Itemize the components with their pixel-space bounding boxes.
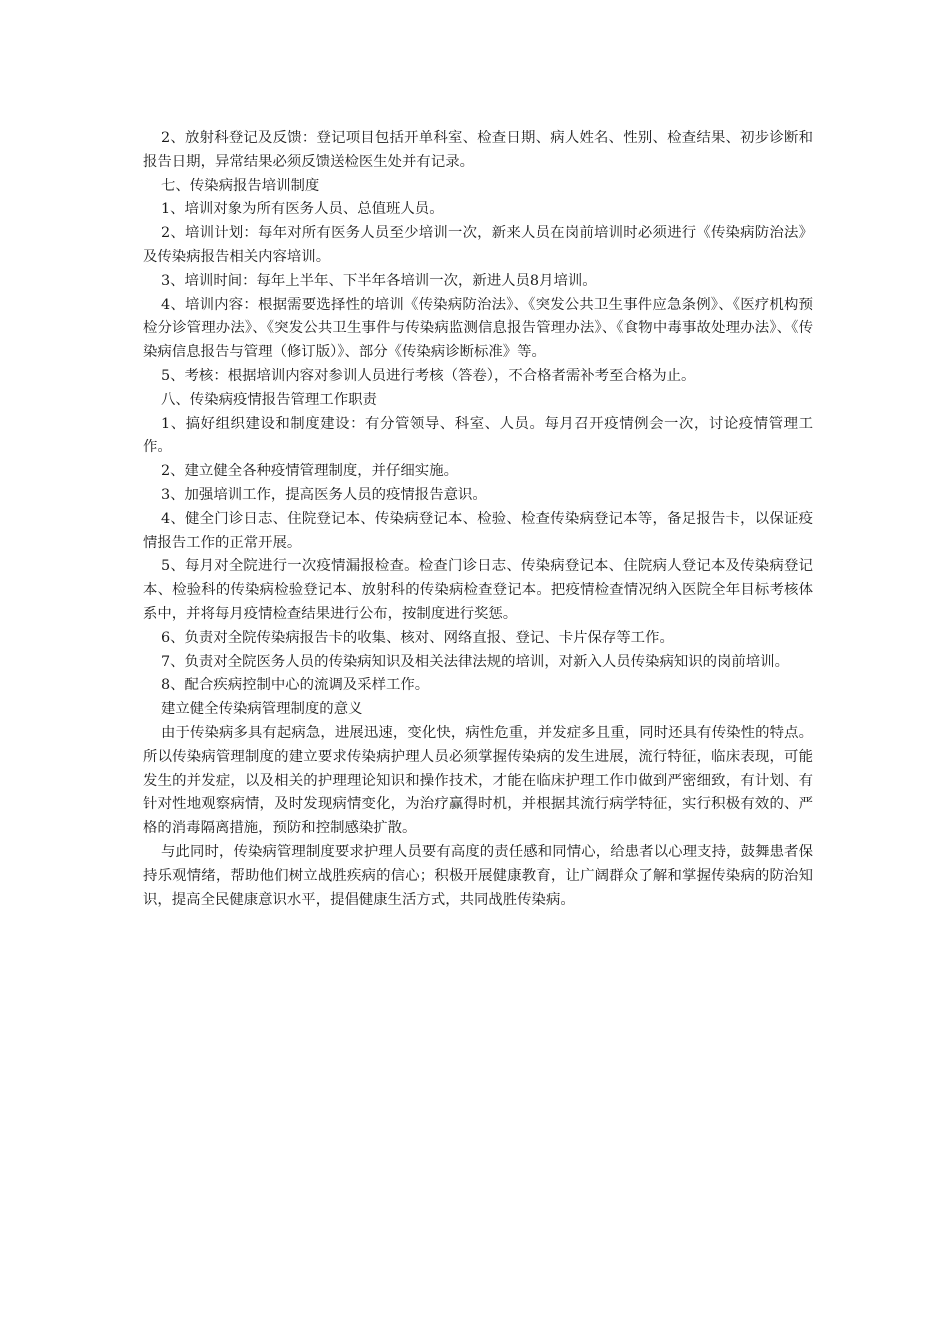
radiology-registration-paragraph: 2、放射科登记及反馈：登记项目包括开单科室、检查日期、病人姓名、性别、检查结果、初步诊断和报告日期，异常结果必须反馈送检医生处并有记录。 — [143, 130, 813, 170]
duty-report-card-paragraph: 6、负责对全院传染病报告卡的收集、核对、网络直报、登记、卡片保存等工作。 — [161, 629, 674, 646]
section-heading-training-system: 七、传染病报告培训制度 — [161, 177, 320, 194]
significance-paragraph-1: 由于传染病多具有起病急，进展迅速，变化快，病性危重，并发症多且重，同时还具有传染性的特点。所以传染病管理制度的建立要求传染病护理人员必须掌握传染病的发生进展，流行特征，临床表现，可能发生的并发症，以及相关的护理理论知识和操作技术，才能在临床护理工作巾做到严密细致，有计划、有针对性地观察病情，及时发现病情变化，为治疗赢得时机，并根据其流行病学特征，实行积极有效的、严格的消毒隔离措施，预防和控制感染扩散。 — [143, 724, 813, 837]
training-time-paragraph: 3、培训时间：每年上半年、下半年各培训一次，新进人员8月培训。 — [161, 272, 597, 289]
training-targets-paragraph: 1、培训对象为所有医务人员、总值班人员。 — [161, 201, 444, 218]
duty-monthly-check-paragraph: 5、每月对全院进行一次疫情漏报检查。检查门诊日志、传染病登记本、住院病人登记本及传染病登记本、检验科的传染病检验登记本、放射科的传染病检查登记本。把疫情检查情况纳入医院全年目标考核体系中，并将每月疫情检查结果进行公布，按制度进行奖惩。 — [143, 558, 813, 622]
duty-registers-paragraph: 4、健全门诊日志、住院登记本、传染病登记本、检验、检查传染病登记本等，备足报告卡，以保证疫情报告工作的正常开展。 — [143, 510, 813, 551]
section-heading-significance: 建立健全传染病管理制度的意义 — [161, 701, 363, 718]
significance-paragraph-2: 与此同时，传染病管理制度要求护理人员要有高度的责任感和同情心，给患者以心理支持，鼓舞患者保持乐观情绪，帮助他们树立战胜疾病的信心；积极开展健康教育，让广阔群众了解和掌握传染病的防治知识，提高全民健康意识水平，提倡健康生活方式，共同战胜传染病。 — [143, 843, 813, 908]
duty-staff-training-paragraph: 7、负责对全院医务人员的传染病知识及相关法律法规的培训，对新入人员传染病知识的岗前培训。 — [161, 653, 789, 670]
assessment-paragraph: 5、考核：根据培训内容对参训人员进行考核（答卷），不合格者需补考至合格为止。 — [161, 367, 696, 384]
training-content-paragraph: 4、培训内容：根据需要选择性的培训《传染病防治法》、《突发公共卫生事件应急条例》、《医疗机构预检分诊管理办法》、《突发公共卫生事件与传染病监测信息报告管理办法》、《食物中毒事故处理办法》、《传染病信息报告与管理（修订版）》、部分《传染病诊断标准》等。 — [143, 296, 813, 361]
section-heading-reporting-duties: 八、传染病疫情报告管理工作职责 — [161, 391, 377, 408]
duty-management-system-paragraph: 2、建立健全各种疫情管理制度，并仔细实施。 — [161, 463, 458, 480]
document-page — [143, 127, 813, 912]
duty-cdc-cooperation-paragraph: 8、配合疾病控制中心的流调及采样工作。 — [161, 677, 430, 694]
duty-training-paragraph: 3、加强培训工作，提高医务人员的疫情报告意识。 — [161, 486, 487, 503]
training-plan-paragraph: 2、培训计划：每年对所有医务人员至少培训一次，新来人员在岗前培训时必须进行《传染病防治法》及传染病报告相关内容培训。 — [143, 225, 813, 265]
duty-organization-paragraph: 1、搞好组织建设和制度建设：有分管领导、科室、人员。每月召开疫情例会一次，讨论疫情管理工作。 — [143, 415, 813, 456]
